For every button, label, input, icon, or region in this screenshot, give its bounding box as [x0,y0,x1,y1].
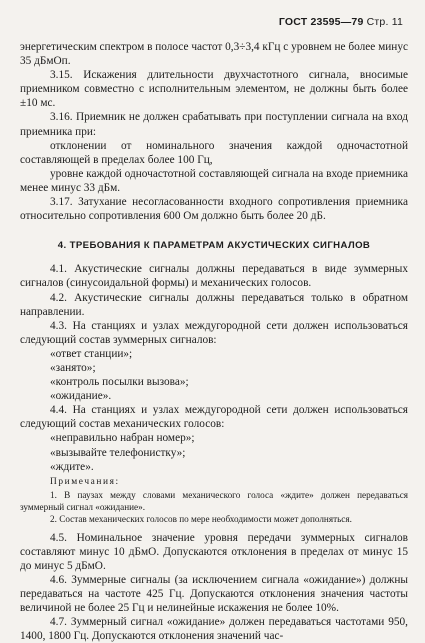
document-body [20,40,408,643]
standard-number: ГОСТ 23595—79 [278,16,364,28]
paragraph-4-1: 4.1. Акустические сигналы должны передаваться в виде зуммерных сигналов (синусоидальной формы) и механических голосов. [20,263,408,290]
list-item-voice: «ждите». [50,460,94,473]
paragraph-4-5: 4.5. Номинальное значение уровня передачи зуммерных сигналов составляют минус 10 дБмО. Допускаются отклонения в пределах от минус 15 до минус 5 дБмО. [20,531,408,572]
paragraph-4-6: 4.6. Зуммерные сигналы (за исключением сигнала «ожидание») должны передаваться на частоте 425 Гц. Допускаются отклонения значения частоты величиной не более 25 Гц и нелинейные искажения не более 10%. [20,574,408,615]
page-header [279,16,403,28]
note-2: 2. Состав механических голосов по мере необходимости может дополняться. [50,513,352,524]
list-item-signal: «ожидание». [50,390,112,403]
note-1: 1. В паузах между словами механического голоса «ждите» должен передаваться зуммерный сигнал «ожидание». [20,489,408,512]
paragraph-continuation: энергетическим спектром в полосе частот 0,3÷3,4 кГц с уровнем не более минус 35 дБмОп. [20,41,408,68]
list-item-signal: «занято»; [50,361,96,374]
list-item-voice: «неправильно набран номер»; [50,432,195,445]
paragraph-3-16: 3.16. Приемник не должен срабатывать при поступлении сигнала на вход приемника при: [20,111,408,138]
paragraph-3-15: 3.15. Искажения длительности двухчастотного сигнала, вносимые приемником совместно с исполнительным элементом, не должны быть более ±10 мс. [20,69,408,110]
paragraph-4-2: 4.2. Акустические сигналы должны передаваться только в обратном направлении. [20,291,408,318]
section-title: 4. ТРЕБОВАНИЯ К ПАРАМЕТРАМ АКУСТИЧЕСКИХ СИГНАЛОВ [57,240,371,252]
list-item-signal: «контроль посылки вызова»; [50,376,189,389]
paragraph-4-4: 4.4. На станциях и узлах междугородной сети должен использоваться следующий состав механических голосов: [20,404,408,431]
list-item-signal: «ответ станции»; [50,347,133,360]
paragraph-3-16-item-1: отклонении от номинального значения каждой одночастотной составляющей в пределах более 100 Гц, [20,139,408,166]
list-item-voice: «вызывайте телефонистку»; [50,446,186,459]
paragraph-3-16-item-2: уровне каждой одночастотной составляющей сигнала на входе приемника менее минус 33 дБм. [20,167,408,194]
page-number: Стр. 11 [366,16,403,28]
paragraph-4-3: 4.3. На станциях и узлах междугородной сети должен использоваться следующий состав зуммерных сигналов: [20,319,408,346]
notes-heading: Примечания: [50,476,120,487]
paragraph-4-7: 4.7. Зуммерный сигнал «ожидание» должен передаваться частотами 950, 1400, 1800 Гц. Допускаются отклонения значений час- [20,616,408,643]
paragraph-3-17: 3.17. Затухание несогласованности входного сопротивления приемника относительно сопротивления 600 Ом должно быть более 20 дБ. [20,196,408,223]
